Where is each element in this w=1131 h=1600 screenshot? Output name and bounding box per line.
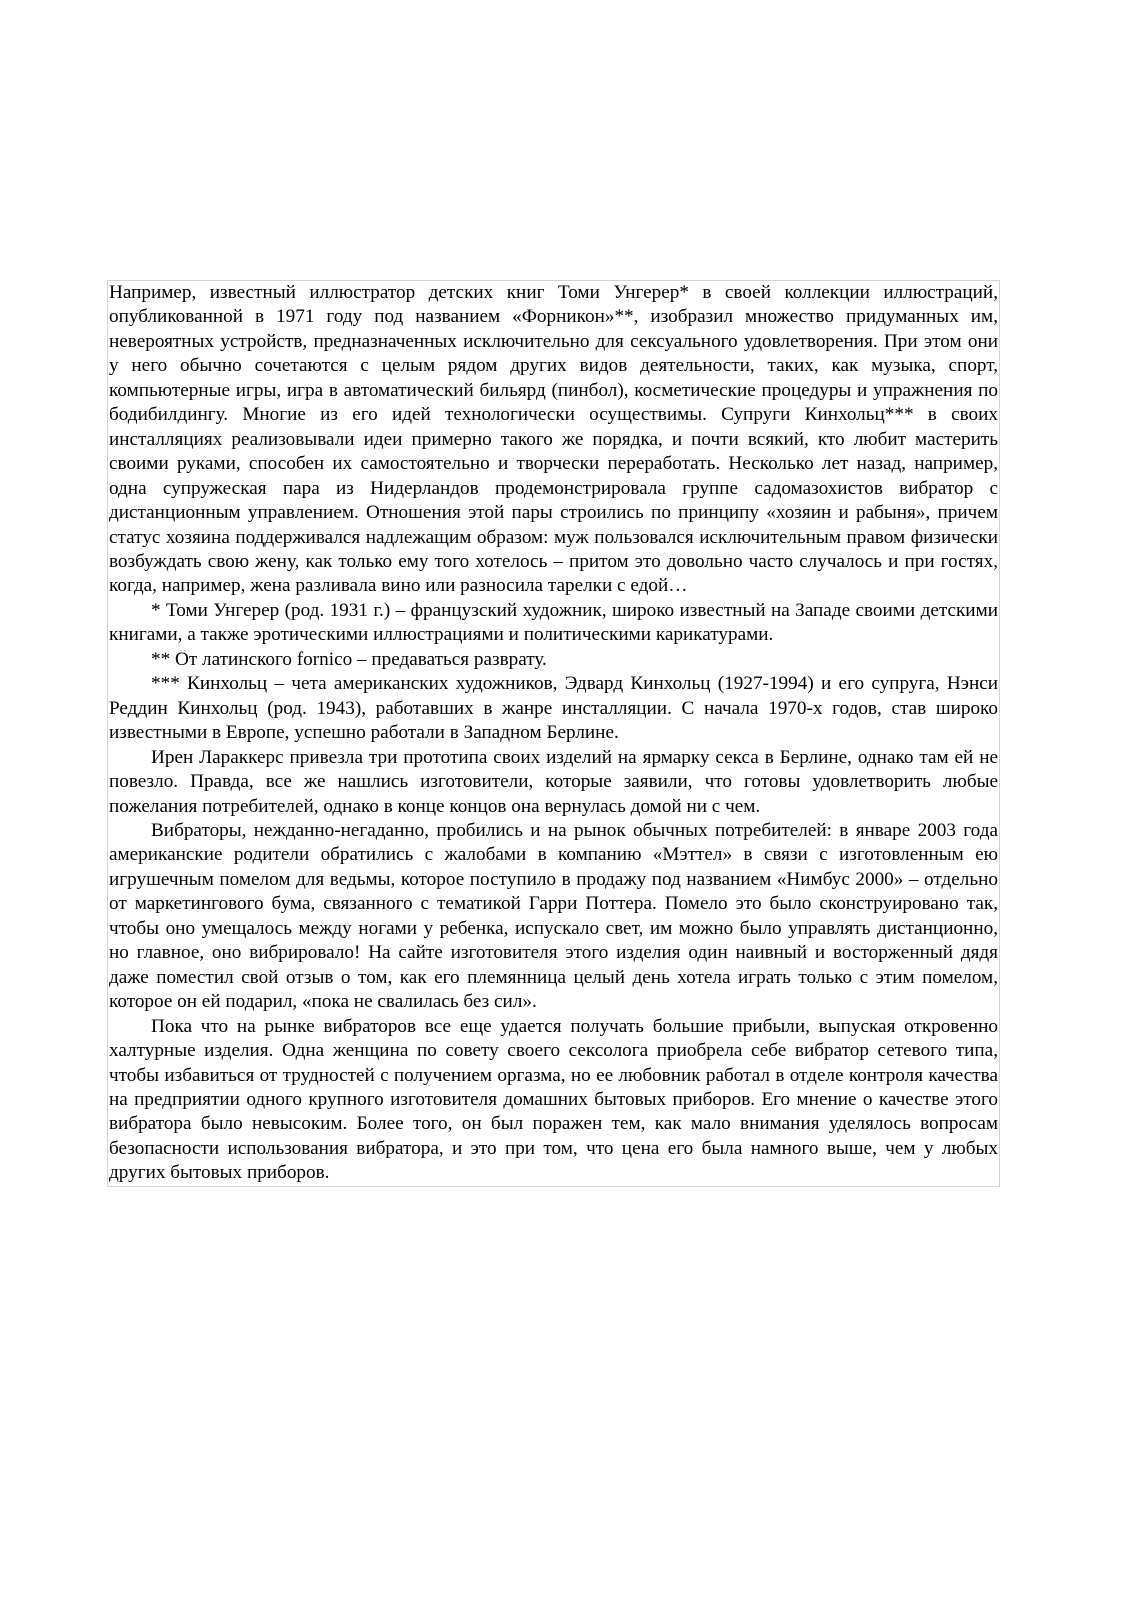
paragraph-quality: Пока что на рынке вибраторов все еще удается получать большие прибыли, выпуская откровенно халтурные изделия. Одна женщина по совету своего сексолога приобрела себе вибратор сетевого типа, чтобы избавиться от трудностей с получением оргазма, но ее любовник работал в отделе контроля качества на предприятии одного крупного изготовителя домашних бытовых приборов. Его мнение о качестве этого вибратора было невысоким. Более того, он был поражен тем, как мало внимания уделялось вопросам безопасности использования вибратора, и это при том, что цена его была намного выше, чем у любых других бытовых приборов.: [109, 1015, 998, 1184]
paragraph-larakkers: Ирен Лараккерс привезла три прототипа своих изделий на ярмарку секса в Берлине, однако там ей не повезло. Правда, все же нашлись изготовители, которые заявили, что готовы удовлетворить любые пожелания потребителей, однако в конце концов она вернулась домой ни с чем.: [109, 746, 998, 817]
document-text-block: [107, 280, 1000, 1187]
footnote-kienholz: *** Кинхольц – чета американских художников, Эдвард Кинхольц (1927-1994) и его супруга, Нэнси Реддин Кинхольц (род. 1943), работавших в жанре инсталляции. С начала 1970-х годов, став широко известными в Европе, успешно работали в Западном Берлине.: [109, 673, 998, 744]
paragraph-intro: Например, известный иллюстратор детских книг Томи Унгерер* в своей коллекции иллюстраций, опубликованной в 1971 году под названием «Форникон»**, изобразил множество придуманных им, невероятных устройств, предназначенных исключительно для сексуального удовлетворения. При этом они у него обычно сочетаются с целым рядом других видов деятельности, таких, как музыка, спорт, компьютерные игры, игра в автоматический бильярд (пинбол), косметические процедуры и упражнения по бодибилдингу. Многие из его идей технологически осуществимы. Супруги Кинхольц*** в своих инсталляциях реализовывали идеи примерно такого же порядка, и почти всякий, кто любит мастерить своими руками, способен их самостоятельно и творчески переработать. Несколько лет назад, например, одна супружеская пара из Нидерландов продемонстрировала группе садомазохистов вибратор с дистанционным управлением. Отношения этой пары строились по принципу «хозяин и рабыня», причем статус хозяина поддерживался надлежащим образом: муж пользовался исключительным правом физически возбуждать свою жену, как только ему того хотелось – притом это довольно часто случалось и при гостях, когда, например, жена разливала вино или разносила тарелки с едой…: [109, 282, 998, 597]
paragraph-vibrators-market: Вибраторы, нежданно-негаданно, пробились и на рынок обычных потребителей: в январе 2003 года американские родители обратились с жалобами в компанию «Мэттел» в связи с изготовленным ею игрушечным помелом для ведьмы, которое поступило в продажу под названием «Нимбус 2000» – отдельно от маркетингового бума, связанного с тематикой Гарри Поттера. Помело это было сконструировано так, чтобы оно умещалось между ногами у ребенка, испускало свет, им можно было управлять дистанционно, но главное, оно вибрировало! На сайте изготовителя этого изделия один наивный и восторженный дядя даже поместил свой отзыв о том, как его племянница целый день хотела играть только с этим помелом, которое он ей подарил, «пока не свалилась без сил».: [109, 819, 998, 1013]
footnote-ungerer: * Томи Унгерер (род. 1931 г.) – французский художник, широко известный на Западе своими детскими книгами, а также эротическими иллюстрациями и политическими карикатурами.: [109, 599, 998, 646]
footnote-fornico: ** От латинского fornico – предаваться разврату.: [151, 648, 547, 670]
